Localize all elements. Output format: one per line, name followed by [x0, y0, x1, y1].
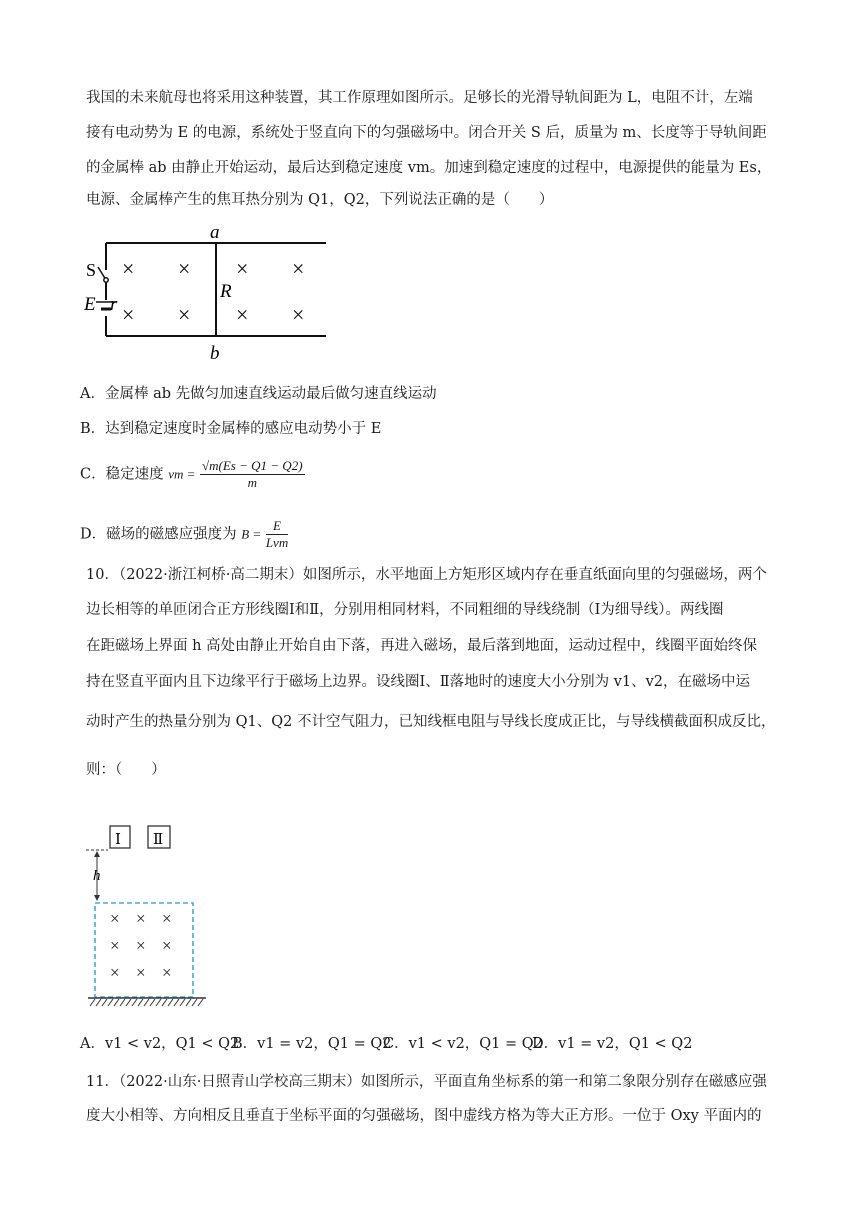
q11-line-1: 11．（2022·山东·日照青山学校高三期末）如图所示，平面直角坐标系的第一和第二象限分别存在磁感应强 [86, 1074, 767, 1090]
q9-line-2: 接有电动势为 E 的电源，系统处于竖直向下的匀强磁场中。闭合开关 S 后，质量为 m、长度等于导轨间距 [86, 125, 767, 141]
field-cross: × [162, 963, 172, 982]
coil-2-label: Ⅱ [153, 832, 164, 848]
fraction-numerator: √m(Es − Q1 − Q2) [202, 458, 303, 473]
q9-option-c-fraction [200, 458, 305, 491]
q9-option-c [80, 458, 305, 491]
q9-line-3: 的金属棒 ab 由静止开始运动，最后达到稳定速度 vm。加速到稳定速度的过程中，电源提供的能量为 Es， [86, 160, 772, 176]
field-cross: × [110, 909, 120, 928]
field-cross: × [236, 256, 249, 281]
field-cross: × [178, 256, 191, 281]
q10-line-4: 持在竖直平面内且下边缘平行于磁场上边界。设线圈Ⅰ、Ⅱ落地时的速度大小分别为 v1、v2，在磁场中运 [86, 674, 751, 690]
q10-option-c: C．v1 < v2，Q1 = Q2 [383, 1036, 543, 1052]
field-cross: × [122, 256, 135, 281]
q9-option-d-lhs: B = [241, 526, 262, 542]
fraction-denominator: Lvm [265, 535, 289, 550]
q11-line-2: 度大小相等、方向相反且垂直于坐标平面的匀强磁场，图中虚线方格为等大正方形。一位于 Oxy 平面内的 [86, 1108, 762, 1124]
field-cross: × [292, 302, 305, 327]
q9-option-b: B．达到稳定速度时金属棒的感应电动势小于 E [80, 421, 382, 437]
q9-line-1: 我国的未来航母也将采用这种装置，其工作原理如图所示。足够长的光滑导轨间距为 L，电阻不计，左端 [86, 90, 753, 106]
field-cross: × [136, 909, 146, 928]
field-cross: × [110, 963, 120, 982]
label-r: r [110, 294, 118, 315]
q10-line-3: 在距磁场上界面 h 高处由静止开始自由下落，再进入磁场，最后落到地面，运动过程中，线圈平面始终保 [86, 638, 758, 654]
q10-line-1: 10．（2022·浙江柯桥·高二期末）如图所示，水平地面上方矩形区域内存在垂直纸面向里的匀强磁场，两个 [86, 567, 767, 583]
coil-1-label: Ⅰ [115, 832, 121, 848]
field-cross: × [178, 302, 191, 327]
q9-circuit-figure [78, 220, 338, 365]
q10-line-6: 则：（ ） [86, 762, 166, 778]
field-cross: × [136, 936, 146, 955]
field-cross: × [162, 909, 172, 928]
q9-option-d [80, 518, 288, 551]
q10-option-b: B．v1 = v2，Q1 = Q2 [232, 1036, 392, 1052]
field-cross: × [136, 963, 146, 982]
q10-option-d: D．v1 = v2，Q1 < Q2 [532, 1036, 693, 1052]
label-S: S [86, 260, 97, 280]
label-E: E [84, 294, 96, 315]
fraction-numerator: E [266, 518, 288, 535]
q9-option-c-text: C．稳定速度 [80, 466, 164, 483]
q9-line-4: 电源、金属棒产生的焦耳热分别为 Q1，Q2，下列说法正确的是（ ） [86, 192, 554, 208]
q10-coils-figure [80, 820, 220, 1010]
label-a: a [210, 222, 220, 243]
fraction-denominator: m [247, 475, 257, 490]
q9-option-a: A．金属棒 ab 先做匀加速直线运动最后做匀速直线运动 [80, 386, 437, 402]
label-b: b [210, 343, 220, 364]
label-R: R [220, 281, 232, 302]
q10-line-5: 动时产生的热量分别为 Q1、Q2 不计空气阻力，已知线框电阻与导线长度成正比，与导线横截面积成反比， [86, 714, 776, 730]
field-cross: × [110, 936, 120, 955]
label-h: h [93, 868, 101, 884]
field-cross: × [292, 256, 305, 281]
field-cross: × [236, 302, 249, 327]
q9-option-d-text: D．磁场的磁感应强度为 [80, 526, 237, 543]
q10-line-2: 边长相等的单匝闭合正方形线圈Ⅰ和Ⅱ，分别用相同材料，不同粗细的导线绕制（Ⅰ为细导线）。两线圈 [86, 602, 724, 618]
q9-option-d-fraction [266, 518, 288, 551]
field-cross: × [122, 302, 135, 327]
q10-option-a: A．v1 < v2，Q1 < Q2 [80, 1036, 240, 1052]
q9-option-c-lhs: vm = [168, 466, 196, 482]
field-cross: × [162, 936, 172, 955]
